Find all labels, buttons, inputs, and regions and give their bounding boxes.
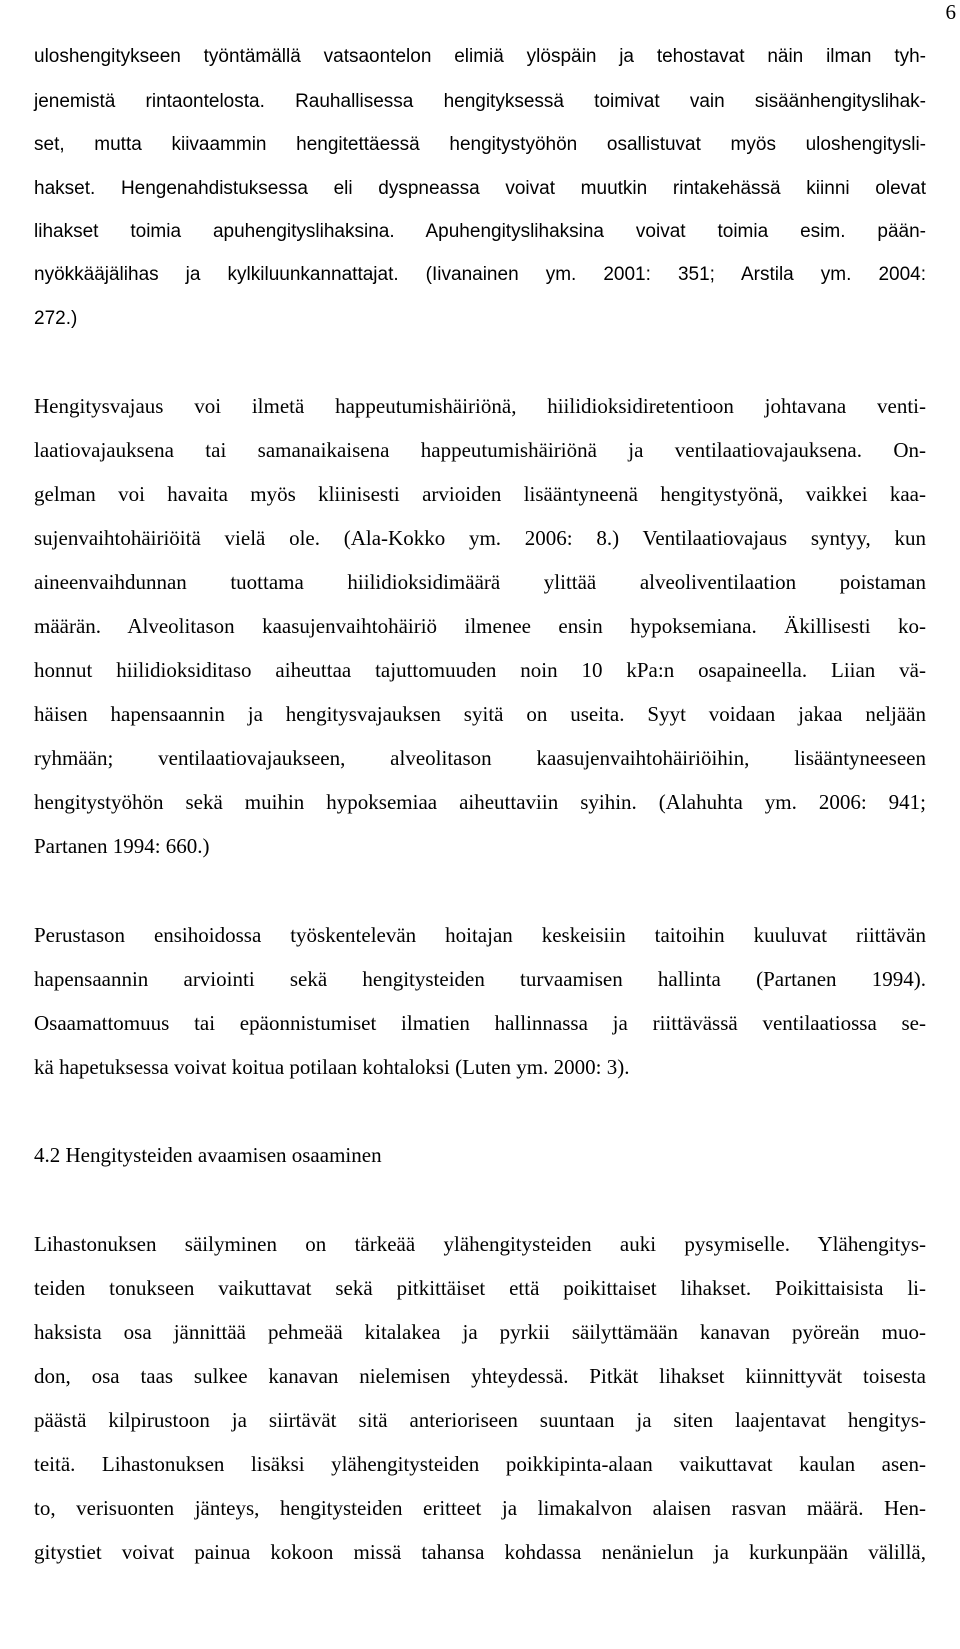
paragraph-4-line-3: haksista osa jännittää pehmeää kitalakea ja pyrkii säilyttämään kanavan pyöreän muo-: [34, 1320, 926, 1344]
paragraph-2-line-7: honnut hiilidioksiditaso aiheuttaa tajuttomuuden noin 10 kPa:n osapaineella. Liian vä-: [34, 658, 926, 682]
paragraph-2-line-4: sujenvaihtohäiriöitä vielä ole. (Ala-Kokko ym. 2006: 8.) Ventilaatiovajaus syntyy, kun: [34, 526, 926, 550]
paragraph-2-line-1: Hengitysvajaus voi ilmetä happeutumishäiriönä, hiilidioksidiretentioon johtavana venti-: [34, 394, 926, 418]
paragraph-4-line-2: teiden tonukseen vaikuttavat sekä pitkittäiset että poikittaiset lihakset. Poikittaisista li-: [34, 1276, 926, 1300]
paragraph-4-line-6: teitä. Lihastonuksen lisäksi ylähengitysteiden poikkipinta-alaan vaikuttavat kaulan asen-: [34, 1452, 926, 1476]
paragraph-3-line-1: Perustason ensihoidossa työskentelevän hoitajan keskeisiin taitoihin kuuluvat riittävän: [34, 923, 926, 947]
paragraph-3-line-2: hapensaannin arviointi sekä hengitysteiden turvaamisen hallinta (Partanen 1994).: [34, 967, 926, 991]
paragraph-3-line-3: Osaamattomuus tai epäonnistumiset ilmatien hallinnassa ja riittävässä ventilaatiossa se-: [34, 1011, 926, 1035]
paragraph-1-line-6: nyökkääjälihas ja kylkiluunkannattajat. (Iivanainen ym. 2001: 351; Arstila ym. 2004:: [34, 264, 926, 285]
paragraph-4-line-8: gitystiet voivat painua kokoon missä tahansa kohdassa nenänielun ja kurkunpään välillä,: [34, 1540, 926, 1564]
paragraph-4-line-4: don, osa taas sulkee kanavan nielemisen yhteydessä. Pitkät lihakset kiinnittyvät toisesta: [34, 1364, 926, 1388]
paragraph-2-line-6: määrän. Alveolitason kaasujenvaihtohäiriö ilmenee ensin hypoksemiana. Äkillisesti ko-: [34, 614, 926, 638]
paragraph-1-line-4: hakset. Hengenahdistuksessa eli dyspneassa voivat muutkin rintakehässä kiinni olevat: [34, 178, 926, 199]
section-heading: 4.2 Hengitysteiden avaamisen osaaminen: [34, 1143, 382, 1167]
paragraph-2-line-3: gelman voi havaita myös kliinisesti arvioiden lisääntyneenä hengitystyönä, vaikkei kaa-: [34, 482, 926, 506]
paragraph-1-line-2: jenemistä rintaontelosta. Rauhallisessa hengityksessä toimivat vain sisäänhengityslihak-: [34, 91, 926, 112]
paragraph-2-line-10: hengitystyöhön sekä muihin hypoksemiaa aiheuttaviin syihin. (Alahuhta ym. 2006: 941;: [34, 790, 926, 814]
paragraph-2-line-8: häisen hapensaannin ja hengitysvajauksen syitä on useita. Syyt voidaan jakaa neljään: [34, 702, 926, 726]
paragraph-2-line-5: aineenvaihdunnan tuottama hiilidioksidimäärä ylittää alveoliventilaation poistaman: [34, 570, 926, 594]
paragraph-3-line-4: kä hapetuksessa voivat koitua potilaan kohtaloksi (Luten ym. 2000: 3).: [34, 1055, 630, 1079]
paragraph-4-line-5: päästä kilpirustoon ja siirtävät sitä anterioriseen suuntaan ja siten laajentavat hengitys-: [34, 1408, 926, 1432]
paragraph-2-line-11: Partanen 1994: 660.): [34, 834, 210, 858]
paragraph-1-line-7: 272.): [34, 308, 78, 329]
paragraph-2-line-9: ryhmään; ventilaatiovajaukseen, alveolitason kaasujenvaihtohäiriöihin, lisääntyneeseen: [34, 746, 926, 770]
paragraph-1-line-3: set, mutta kiivaammin hengitettäessä hengitystyöhön osallistuvat myös uloshengitysli-: [34, 134, 926, 155]
paragraph-2-line-2: laatiovajauksena tai samanaikaisena happeutumishäiriönä ja ventilaatiovajauksena. On-: [34, 438, 926, 462]
paragraph-1-line-5: lihakset toimia apuhengityslihaksina. Apuhengityslihaksina voivat toimia esim. pään-: [34, 221, 926, 242]
paragraph-4-line-7: to, verisuonten jänteys, hengitysteiden eritteet ja limakalvon alaisen rasvan määrä. Hen-: [34, 1496, 926, 1520]
paragraph-1-line-1: uloshengitykseen työntämällä vatsaontelon elimiä ylöspäin ja tehostavat näin ilman tyh-: [34, 46, 926, 67]
paragraph-4-line-1: Lihastonuksen säilyminen on tärkeää ylähengitysteiden auki pysymiselle. Ylähengitys-: [34, 1232, 926, 1256]
page-number: 6: [945, 0, 956, 24]
